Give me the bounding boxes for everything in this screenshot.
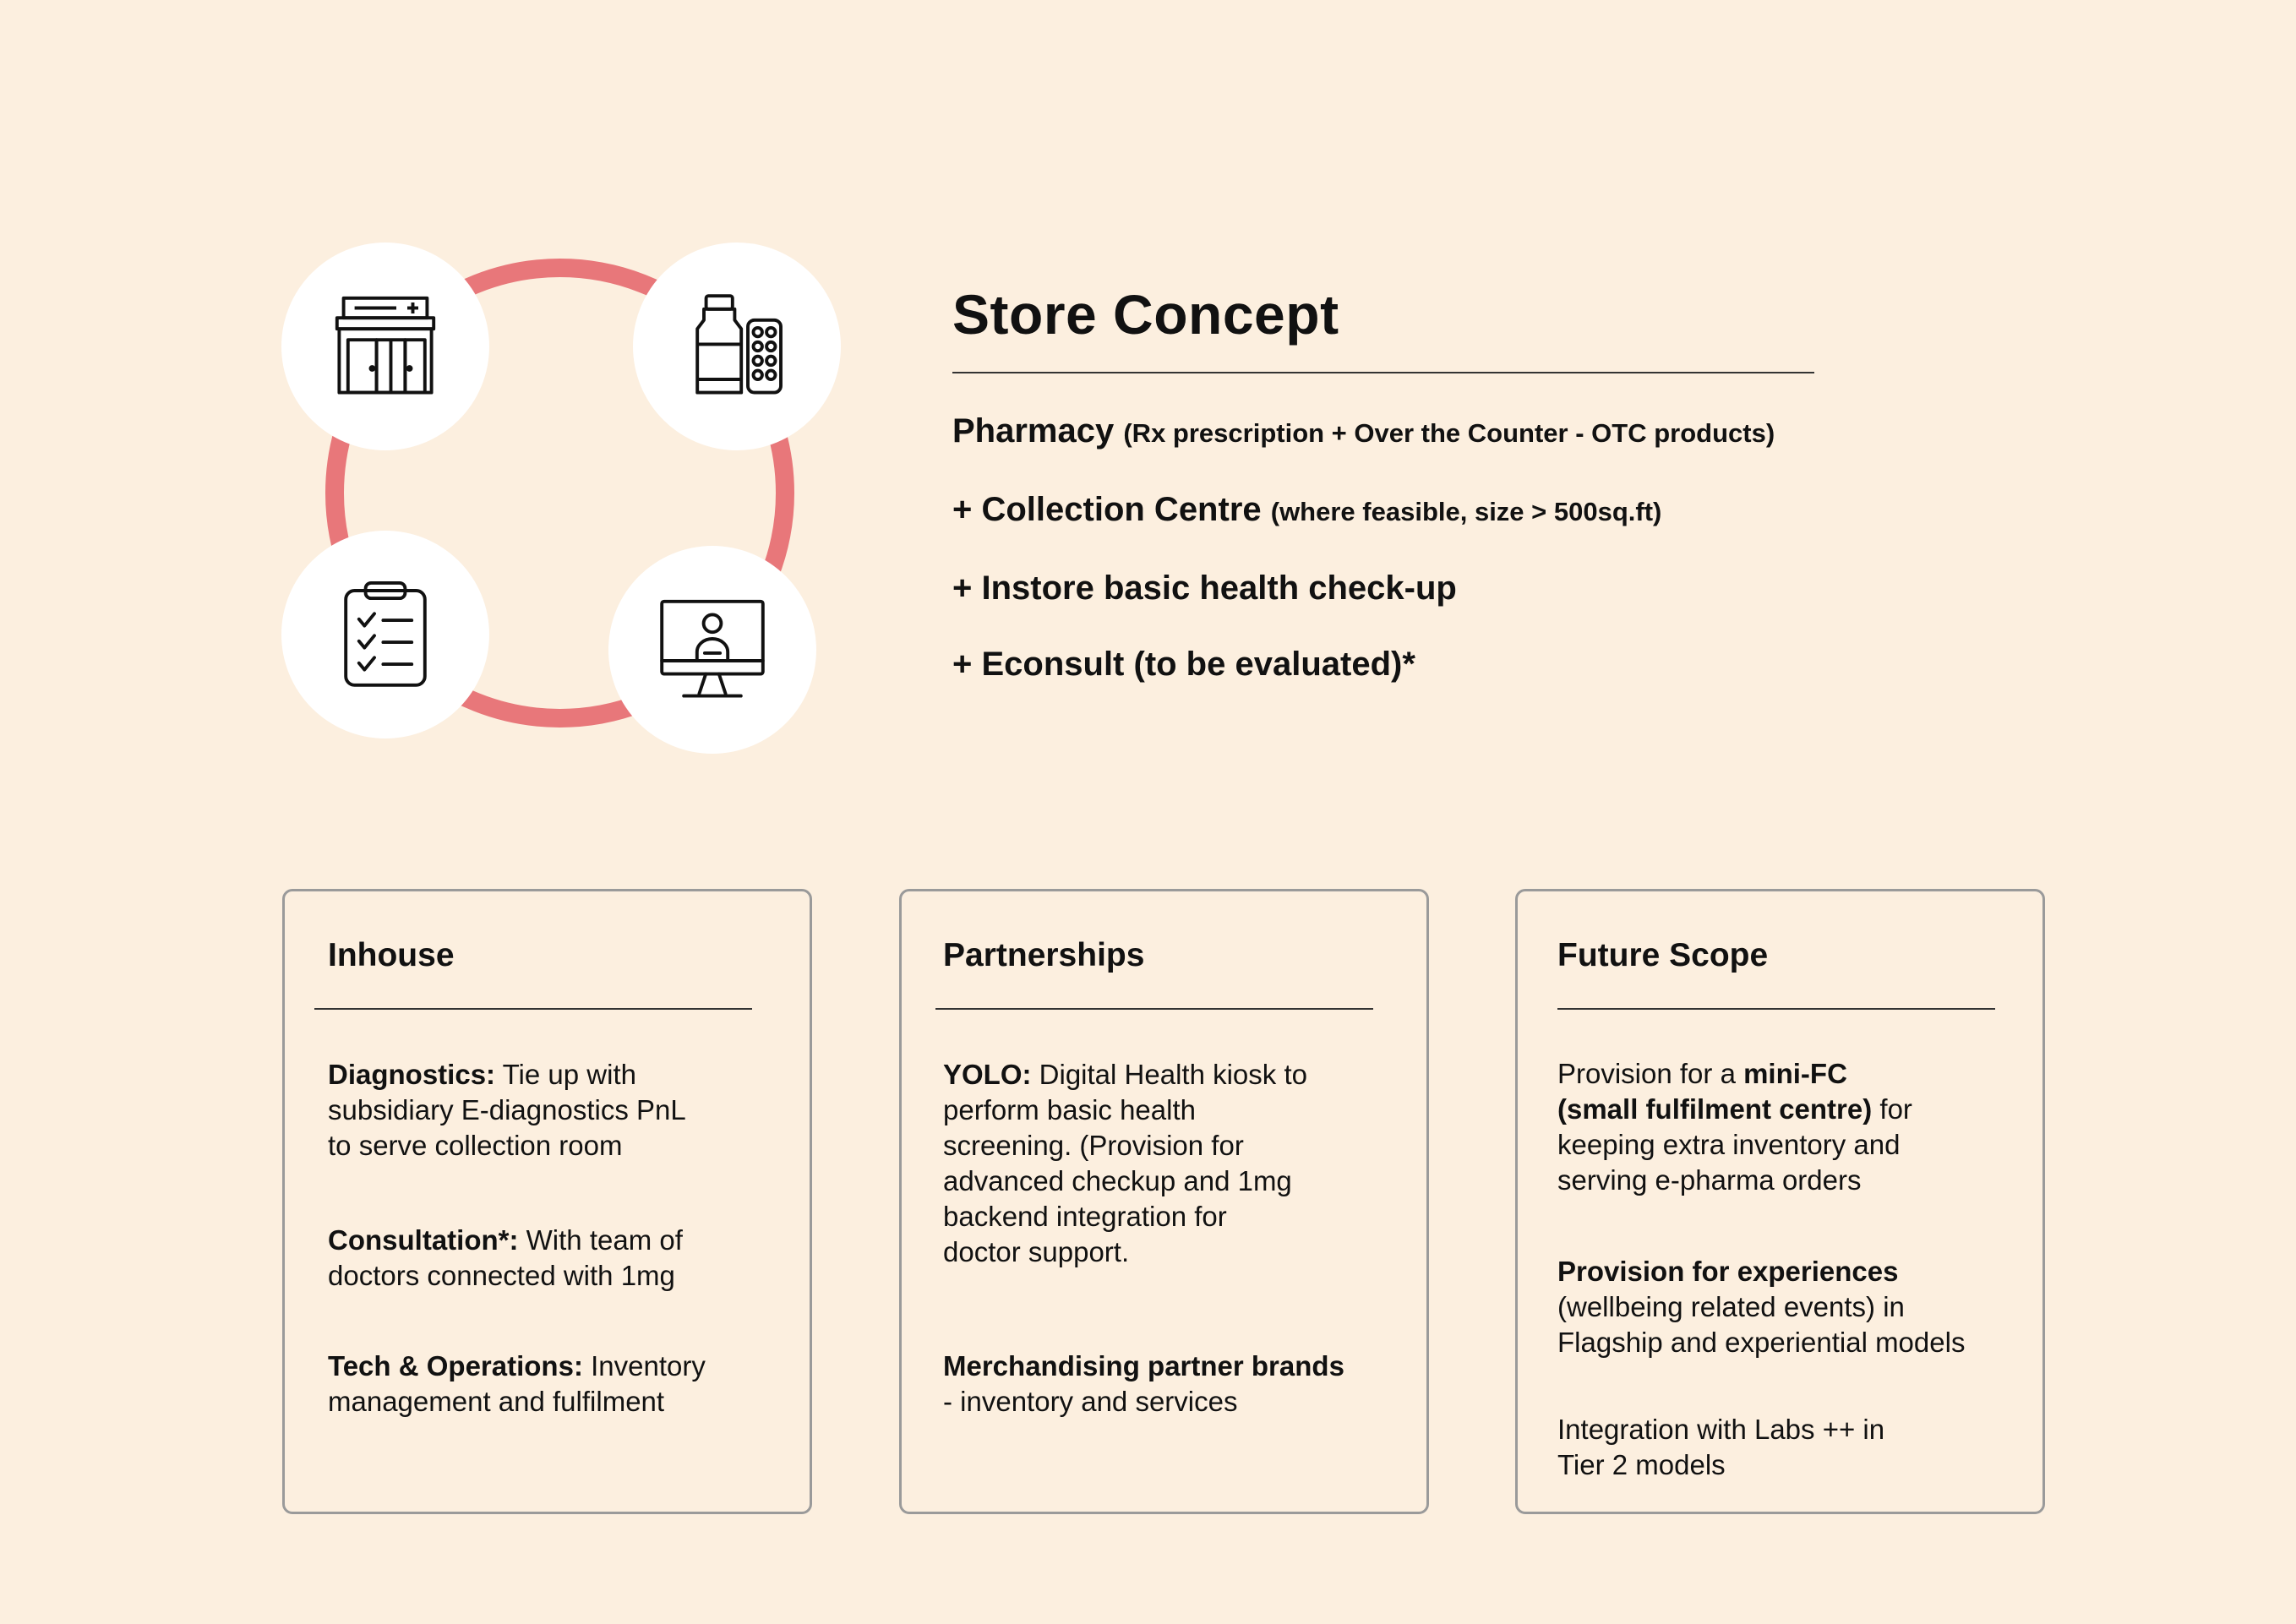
- block-text: doctors connected with 1mg: [328, 1260, 675, 1291]
- block-text: Provision for a: [1557, 1058, 1744, 1089]
- block-text: Inventory: [582, 1350, 706, 1381]
- block-heading: Diagnostics:: [328, 1059, 496, 1090]
- block-text: keeping extra inventory and: [1557, 1129, 1901, 1160]
- block-heading: Tech & Operations:: [328, 1350, 583, 1381]
- card-title: Future Scope: [1557, 937, 1769, 973]
- clipboard-checklist-icon: [330, 580, 440, 689]
- card-divider: [935, 1008, 1373, 1010]
- partnerships-merchandising: [943, 1349, 1344, 1420]
- concept-line-collection-centre: [952, 491, 1661, 529]
- block-text: perform basic health: [943, 1094, 1196, 1125]
- block-heading: (small fulfilment centre): [1557, 1093, 1873, 1125]
- block-text: to serve collection room: [328, 1130, 623, 1161]
- title-divider: [952, 372, 1814, 373]
- partnerships-yolo: [943, 1057, 1307, 1270]
- card-divider: [314, 1008, 752, 1010]
- block-text: for: [1872, 1093, 1912, 1125]
- block-text: serving e-pharma orders: [1557, 1164, 1862, 1196]
- future-mini-fc: [1557, 1056, 1912, 1198]
- checklist-icon-badge: [281, 531, 489, 738]
- block-text: advanced checkup and 1mg: [943, 1165, 1292, 1196]
- block-text: (wellbeing related events) in: [1557, 1291, 1905, 1322]
- block-text: screening. (Provision for: [943, 1130, 1244, 1161]
- block-text: Tie up with: [495, 1059, 636, 1090]
- block-heading: Consultation*:: [328, 1224, 519, 1256]
- concept-line-econsult: + Econsult (to be evaluated)*: [952, 646, 1415, 683]
- block-text: management and fulfilment: [328, 1386, 665, 1417]
- block-text: backend integration for: [943, 1201, 1227, 1232]
- future-labs-integration: [1557, 1412, 1884, 1483]
- store-icon: [330, 292, 440, 401]
- block-heading: Provision for experiences: [1557, 1256, 1899, 1287]
- block-text: Tier 2 models: [1557, 1449, 1726, 1480]
- store-icon-badge: [281, 243, 489, 450]
- doctor-monitor-icon: [657, 595, 767, 705]
- block-text: Integration with Labs ++ in: [1557, 1414, 1885, 1445]
- inhouse-diagnostics: [328, 1057, 686, 1164]
- block-heading: Merchandising partner brands: [943, 1350, 1344, 1381]
- concept-line-main: Pharmacy: [952, 412, 1115, 450]
- concept-line-sub: (where feasible, size > 500sq.ft): [1270, 497, 1662, 526]
- block-text: doctor support.: [943, 1236, 1130, 1267]
- inhouse-tech-ops: [328, 1349, 706, 1420]
- block-text: subsidiary E-diagnostics PnL: [328, 1094, 686, 1125]
- card-divider: [1557, 1008, 1995, 1010]
- card-title: Partnerships: [943, 937, 1145, 973]
- concept-line-health-checkup: + Instore basic health check-up: [952, 569, 1457, 607]
- concept-line-pharmacy: [952, 412, 1775, 450]
- concept-line-main: + Collection Centre: [952, 491, 1262, 528]
- future-experiences: [1557, 1254, 1965, 1360]
- medicine-bottle-pills-icon: [682, 292, 792, 401]
- econsult-icon-badge: [608, 546, 816, 754]
- block-text: - inventory and services: [943, 1386, 1238, 1417]
- block-text: With team of: [518, 1224, 683, 1256]
- future-scope-card: [1515, 889, 2045, 1514]
- card-title: Inhouse: [328, 937, 455, 973]
- block-text: Digital Health kiosk to: [1031, 1059, 1307, 1090]
- medicine-icon-badge: [633, 243, 841, 450]
- inhouse-card: [282, 889, 812, 1514]
- concept-line-sub: (Rx prescription + Over the Counter - OTC products): [1123, 418, 1775, 448]
- block-heading: YOLO:: [943, 1059, 1032, 1090]
- inhouse-consultation: [328, 1223, 683, 1294]
- block-heading: mini-FC: [1743, 1058, 1847, 1089]
- block-text: Flagship and experiential models: [1557, 1327, 1966, 1358]
- partnerships-card: [899, 889, 1429, 1514]
- page-title: Store Concept: [952, 283, 1339, 346]
